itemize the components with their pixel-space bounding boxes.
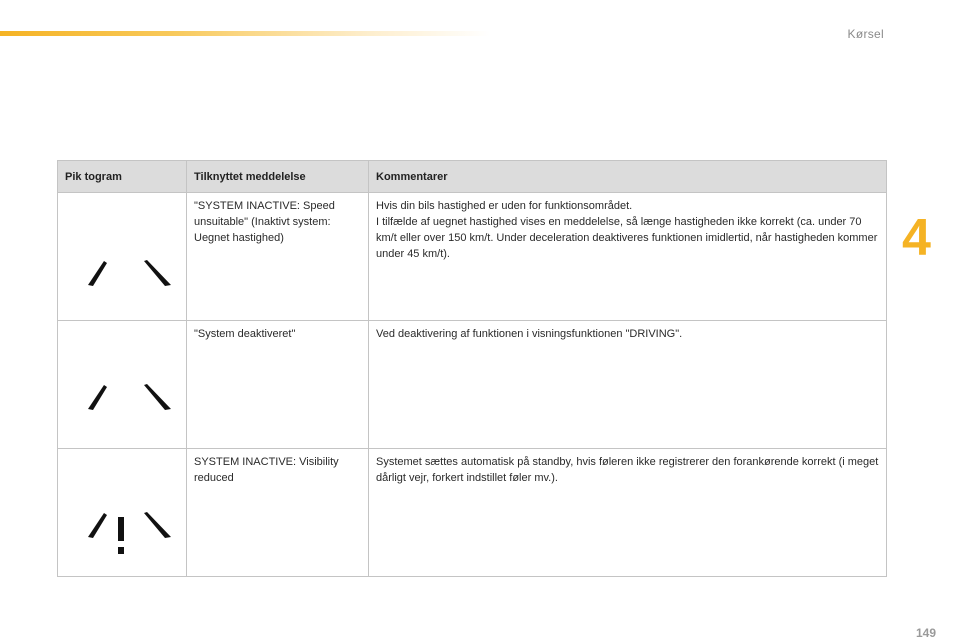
column-header-pictogram: Pik togram (58, 161, 187, 193)
chapter-number: 4 (902, 209, 931, 267)
lane-lines-icon (58, 193, 187, 321)
comment-line: Systemet sættes automatisk på standby, hvis føleren ikke registrerer den forankørende korrekt (i meget dårligt vejr, forkert indstillet føler mv.). (376, 456, 879, 484)
message-cell: "System deaktiveret" (187, 321, 369, 449)
table-header-row (58, 161, 887, 193)
column-header-comments: Kommentarer (369, 161, 887, 193)
table-row (58, 321, 887, 449)
comment-cell (369, 193, 887, 321)
pictogram-cell (58, 449, 187, 577)
comment-line: Hvis din bils hastighed er uden for funktionsområdet. (376, 200, 633, 212)
message-cell: SYSTEM INACTIVE: Visibility reduced (187, 449, 369, 577)
table-row (58, 193, 887, 321)
page-number: 149 (916, 626, 937, 640)
pictogram-cell (58, 193, 187, 321)
comment-line: I tilfælde af uegnet hastighed vises en meddelelse, så længe hastigheden ikke korrekt (ca. under 70 km/t eller over 150 km/t. Under deceleration deaktiveres funktionen imidlertid, når hastigheden kommer under 45 km/t). (376, 216, 878, 260)
info-table (57, 160, 887, 577)
comment-line: Ved deaktivering af funktionen i visningsfunktionen "DRIVING". (376, 328, 683, 340)
comment-cell (369, 321, 887, 449)
top-accent-bar (0, 31, 490, 36)
column-header-message: Tilknyttet meddelelse (187, 161, 369, 193)
lane-lines-icon (58, 321, 187, 449)
section-title: Kørsel (847, 27, 884, 41)
message-cell: "SYSTEM INACTIVE: Speed unsuitable" (Inaktivt system: Uegnet hastighed) (187, 193, 369, 321)
lane-lines-warning-icon (58, 449, 187, 577)
comment-cell (369, 449, 887, 577)
pictogram-cell (58, 321, 187, 449)
table-row (58, 449, 887, 577)
